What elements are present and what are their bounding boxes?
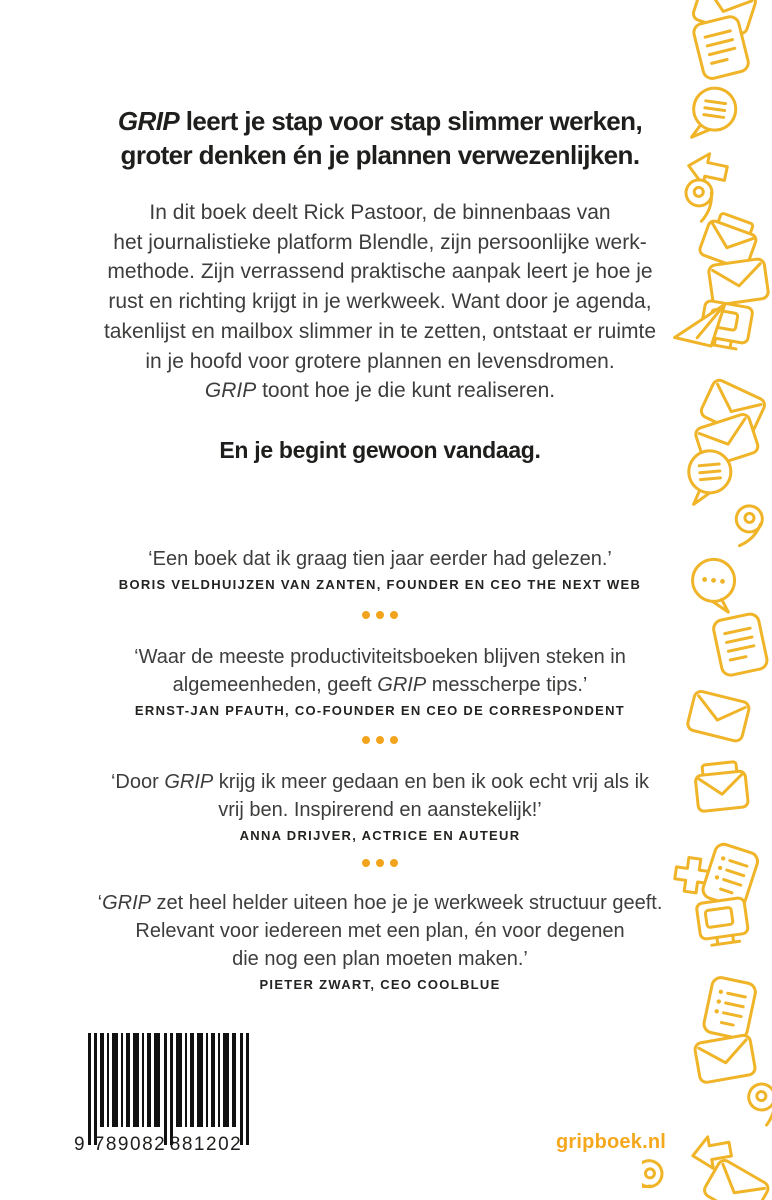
dot-icon	[390, 736, 398, 744]
quote-text: die nog een plan moeten maken.’	[232, 948, 528, 970]
dot-icon	[390, 611, 398, 619]
intro-line: rust en richting krijgt in je werkweek. Want door je agenda,	[108, 290, 652, 314]
call-to-action: En je begint gewoon vandaag.	[219, 437, 541, 463]
intro-line: GRIP toont hoe je die kunt realiseren.	[204, 379, 556, 403]
numeral-9-badge-icon	[732, 504, 765, 549]
dot-icon	[390, 859, 398, 867]
headline-book-title: GRIP	[117, 106, 180, 136]
doodle-border	[642, 0, 772, 1200]
barcode-bars	[88, 1033, 249, 1145]
intro-line: methode. Zijn verrassend praktische aanpak leert je hoe je	[107, 260, 653, 284]
dots-separator	[38, 611, 722, 619]
intro-paragraph	[38, 198, 722, 406]
quote-text: ‘Een boek dat ik graag tien jaar eerder had gelezen.’	[148, 548, 612, 570]
numeral-9-badge-icon	[745, 1080, 772, 1127]
quote-attribution: ANNA DRIJVER, ACTRICE EN AUTEUR	[239, 828, 521, 843]
quote-text: algemeenheden, geeft GRIP messcherpe tips.’	[172, 674, 588, 696]
envelope-icon	[694, 1034, 756, 1083]
website-url: gripboek.nl	[556, 1131, 666, 1153]
quote-text: ‘Waar de meeste productiviteitsboeken blijven steken in	[134, 646, 626, 668]
quote-block	[38, 545, 722, 593]
headline-line2: groter denken én je plannen verwezenlijken.	[120, 140, 640, 170]
intro-line: in je hoofd voor grotere plannen en levensdromen.	[145, 349, 615, 373]
headline-line1: GRIP leert je stap voor stap slimmer werken,	[117, 106, 643, 136]
dots-separator	[38, 736, 722, 744]
quote-text: Relevant voor iedereen met een plan, én voor degenen	[135, 920, 625, 942]
headline	[38, 104, 722, 172]
quote-block	[38, 643, 722, 719]
quote-block	[38, 768, 722, 844]
intro-line: het journalistieke platform Blendle, zijn persoonlijke werk-	[113, 230, 647, 254]
quote-attribution: ERNST-JAN PFAUTH, CO-FOUNDER EN CEO DE CORRESPONDENT	[134, 703, 626, 718]
quote-text: vrij ben. Inspirerend en aanstekelijk!’	[218, 799, 542, 821]
intro-book-title: GRIP	[204, 379, 257, 403]
intro-line: takenlijst en mailbox slimmer in te zetten, ontstaat er ruimte	[103, 319, 657, 343]
barcode-digit-left: 9	[74, 1134, 87, 1155]
barcode-group2: 881202	[169, 1134, 243, 1155]
dot-icon	[362, 859, 370, 867]
dot-icon	[376, 859, 384, 867]
dot-icon	[362, 736, 370, 744]
quote-text: ‘Door GRIP krijg ik meer gedaan en ben ik ook echt vrij als ik	[110, 771, 650, 793]
quote-attribution: BORIS VELDHUIJZEN VAN ZANTEN, FOUNDER EN CEO THE NEXT WEB	[118, 577, 642, 592]
dot-icon	[362, 611, 370, 619]
barcode	[74, 1033, 252, 1155]
numeral-9-badge-icon	[642, 1157, 666, 1195]
dot-icon	[376, 736, 384, 744]
barcode-group1: 789082	[93, 1134, 167, 1155]
dot-icon	[376, 611, 384, 619]
intro-line: In dit boek deelt Rick Pastoor, de binnenbaas van	[149, 201, 611, 224]
quote-block	[38, 889, 722, 993]
quote-text: ‘GRIP zet heel helder uiteen hoe je je werkweek structuur geeft.	[97, 892, 663, 914]
quote-attribution: PIETER ZWART, CEO COOLBLUE	[259, 977, 501, 992]
dots-separator	[38, 859, 722, 867]
